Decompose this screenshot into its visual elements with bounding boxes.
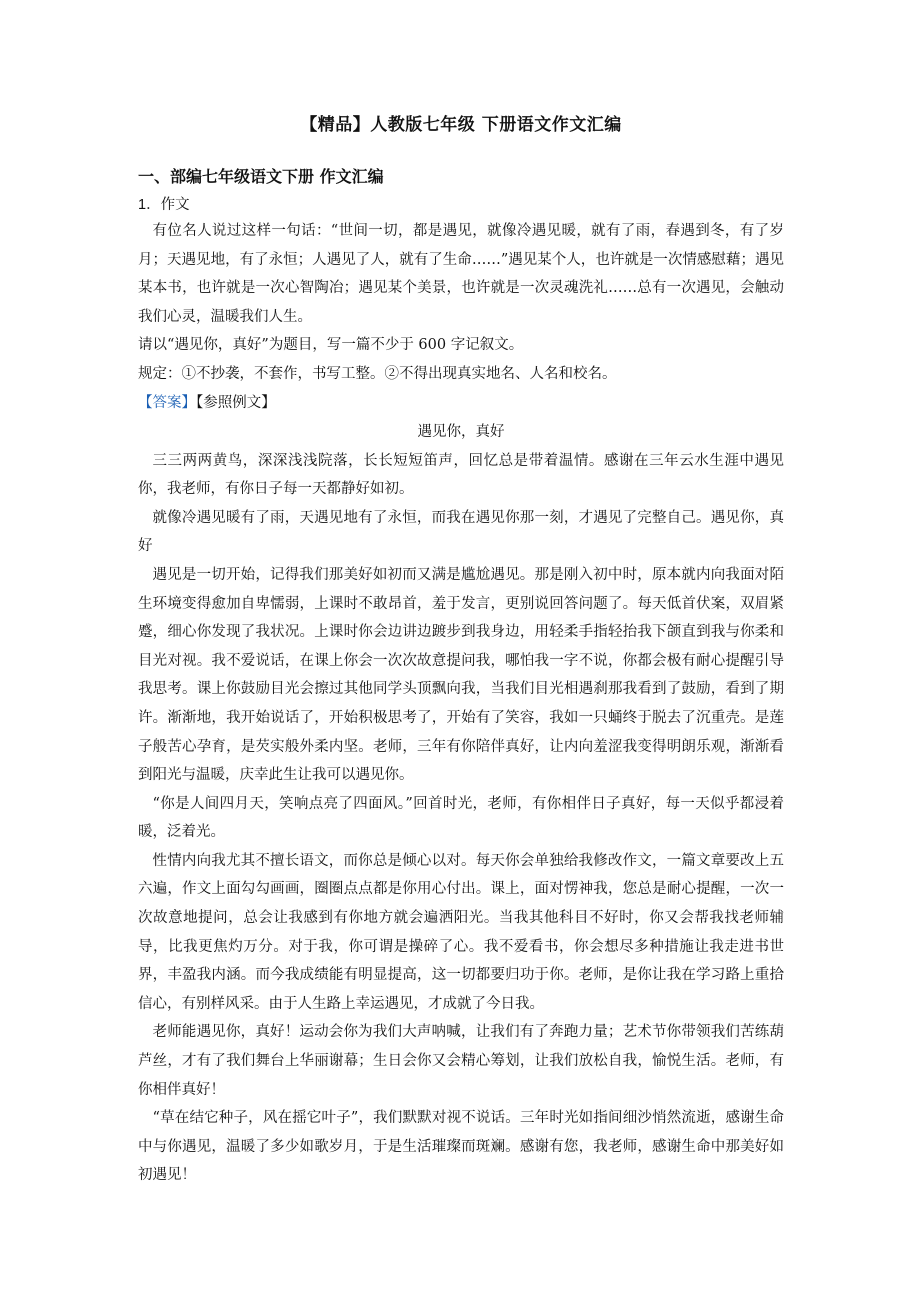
essay-paragraph: 老师能遇见你，真好！运动会你为我们大声呐喊，让我们有了奔跑力量；艺术节你带领我们苦练葫芦丝，才有了我们舞台上华丽谢幕；生日会你又会精心筹划，让我们放松自我，愉悦生活。老师，有你相伴真好！	[138, 1024, 784, 1098]
answer-line	[138, 389, 784, 417]
prompt-rules: 规定：①不抄袭，不套作，书写工整。②不得出现真实地名、人名和校名。	[138, 365, 617, 382]
answer-label: 【参照例文】	[196, 394, 276, 411]
essay-paragraph: 遇见是一切开始，记得我们那美好如初而又满是尴尬遇见。那是刚入初中时，原本就内向我面对陌生环境变得愈加自卑懦弱，上课时不敢昂首，羞于发言，更别说回答问题了。每天低首伏案，双眉紧蹙，细心你发现了我状况。上课时你会边讲边踱步到我身边，用轻柔手指轻抬我下颌直到我与你柔和目光对视。我不爱说话，在课上你会一次次故意提问我，哪怕我一字不说，你都会极有耐心提醒引导我思考。课上你鼓励目光会擦过其他同学头顶飘向我，当我们目光相遇刹那我看到了鼓励，看到了期许。渐渐地，我开始说话了，开始积极思考了，开始有了笑容，我如一只蛹终于脱去了沉重壳。是莲子般苦心孕育，是芡实般外柔内坚。老师，三年有你陪伴真好，让内向羞涩我变得明朗乐观，渐渐看到阳光与温暖，庆幸此生让我可以遇见你。	[138, 566, 784, 784]
prompt-paragraph: 有位名人说过这样一句话：“世间一切，都是遇见，就像冷遇见暖，就有了雨，春遇到冬，有了岁月；天遇见地，有了永恒；人遇见了人，就有了生命……”遇见某个人，也许就是一次情感慰藉；遇见某本书，也许就是一次心智陶冶；遇见某个美景，也许就是一次灵魂洗礼……总有一次遇见，会触动我们心灵，温暖我们人生。	[138, 223, 784, 325]
prompt-instruction: 请以“遇见你，真好”为题目，写一篇不少于 600 字记叙文。	[138, 337, 524, 354]
essay-paragraph: 三三两两黄鸟，深深浅浅院落，长长短短笛声，回忆总是带着温情。感谢在三年云水生涯中遇见你，我老师，有你日子每一天都静好如初。	[138, 452, 784, 498]
question-label	[138, 193, 784, 217]
essay-paragraph: “你是人间四月天，笑响点亮了四面风。”回首时光，老师，有你相伴日子真好，每一天似乎都浸着暖，泛着光。	[138, 795, 784, 841]
essay-paragraph: “草在结它种子，风在摇它叶子”，我们默默对视不说话。三年时光如指间细沙悄然流逝，感谢生命中与你遇见，温暖了多少如歌岁月，于是生活璀璨而斑斓。感谢有您，我老师，感谢生命中那美好如初遇见！	[138, 1110, 784, 1184]
essay-paragraph: 性情内向我尤其不擅长语文，而你总是倾心以对。每天你会单独给我修改作文，一篇文章要改上五六遍，作文上面勾勾画画，圈圈点点都是你用心付出。课上，面对愣神我，您总是耐心提醒，一次一次故意地提问，总会让我感到有你地方就会遍洒阳光。当我其他科目不好时，你又会帮我找老师辅导，比我更焦灼万分。对于我，你可谓是操碎了心。我不爱看书，你会想尽多种措施让我走进书世界，丰盈我内涵。而今我成绩能有明显提高，这一切都要归功于你。老师，是你让我在学习路上重拾信心，有别样风采。由于人生路上幸运遇见，才成就了今日我。	[138, 852, 784, 1012]
essay-title: 遇见你，真好	[417, 423, 505, 440]
essay-paragraph: 就像冷遇见暖有了雨，天遇见地有了永恒，而我在遇见你那一刻，才遇见了完整自己。遇见你，真好	[138, 509, 784, 555]
document-page	[138, 110, 784, 1190]
question-number: 1．	[138, 197, 161, 213]
section-heading: 一、部编七年级语文下册 作文汇编	[138, 167, 384, 186]
document-title: 【精品】人教版七年级 下册语文作文汇编	[300, 115, 622, 135]
answer-tag: 【答案】	[138, 394, 196, 411]
question-type: 作文	[160, 197, 190, 213]
